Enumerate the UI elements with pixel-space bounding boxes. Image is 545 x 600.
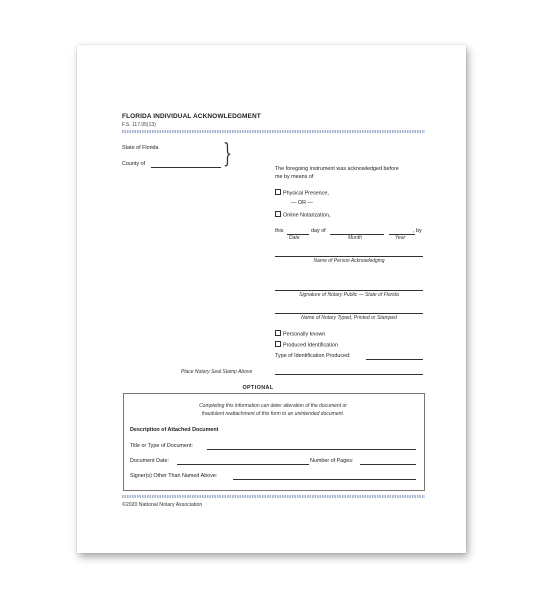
- day-of-text: day of: [311, 228, 326, 234]
- number-of-pages-label: Number of Pages:: [310, 458, 354, 464]
- other-signers-field[interactable]: [233, 479, 416, 480]
- notary-name-field[interactable]: [275, 313, 423, 314]
- copyright-notice: ©2020 National Notary Association: [122, 502, 203, 508]
- county-field[interactable]: [151, 167, 221, 168]
- county-label: County of: [122, 161, 146, 167]
- online-notarization-label: Online Notarization,: [283, 212, 331, 219]
- month-caption: Month: [348, 235, 362, 241]
- name-acknowledging-caption: Name of Person Acknowledging: [313, 258, 385, 264]
- optional-note-line-1: Completing this information can deter alteration of the document or: [199, 403, 347, 409]
- this-text: this: [275, 228, 284, 234]
- additional-line[interactable]: [275, 374, 423, 375]
- document-date-field[interactable]: [177, 464, 309, 465]
- document-title-label: Title or Type of Document:: [130, 443, 193, 449]
- venue-brace: }: [223, 139, 233, 169]
- top-divider: [122, 130, 425, 133]
- form-title: FLORIDA INDIVIDUAL ACKNOWLEDGMENT: [122, 113, 261, 120]
- intro-line-2: me by means of: [275, 174, 314, 180]
- document-date-label: Document Date:: [130, 458, 169, 464]
- other-signers-label: Signer(s) Other Than Named Above:: [130, 473, 218, 479]
- personally-known-checkbox[interactable]: [275, 330, 281, 336]
- produced-id-label: Produced Identification: [283, 342, 338, 349]
- produced-id-checkbox[interactable]: [275, 341, 281, 347]
- date-caption: Date: [289, 235, 300, 241]
- notary-signature-field[interactable]: [275, 290, 423, 291]
- notary-signature-caption: Signature of Notary Public — State of Florida: [299, 292, 399, 298]
- online-notarization-checkbox[interactable]: [275, 211, 281, 217]
- produced-id-option[interactable]: [275, 341, 338, 349]
- notary-name-caption: Name of Notary Typed, Printed or Stamped: [301, 315, 397, 321]
- optional-note-line-2: fraudulent reattachment of this form to an unintended document.: [201, 411, 345, 417]
- by-text: , by: [413, 228, 422, 234]
- form-page: [77, 45, 466, 553]
- physical-presence-checkbox[interactable]: [275, 189, 281, 195]
- personally-known-option[interactable]: [275, 330, 325, 338]
- description-heading: Description of Attached Document: [130, 427, 219, 433]
- personally-known-label: Personally known: [283, 331, 326, 338]
- id-type-field[interactable]: [366, 359, 423, 360]
- name-acknowledging-field[interactable]: [275, 256, 423, 257]
- physical-presence-label: Physical Presence,: [283, 190, 329, 197]
- bottom-divider: [122, 495, 425, 498]
- physical-presence-option[interactable]: [275, 189, 329, 197]
- number-of-pages-field[interactable]: [360, 464, 416, 465]
- year-caption: Year: [395, 235, 406, 241]
- online-notarization-option[interactable]: [275, 211, 330, 219]
- seal-caption: Place Notary Seal Stamp Above: [181, 369, 253, 375]
- statute-reference: F.S. 117.05(13): [122, 122, 156, 128]
- intro-line-1: The foregoing instrument was acknowledged before: [275, 166, 399, 172]
- document-title-field[interactable]: [207, 449, 416, 450]
- or-separator: — OR —: [291, 200, 313, 206]
- optional-heading: OPTIONAL: [208, 385, 308, 391]
- id-type-label: Type of Identification Produced:: [275, 353, 351, 359]
- state-label: State of Florida: [122, 145, 159, 151]
